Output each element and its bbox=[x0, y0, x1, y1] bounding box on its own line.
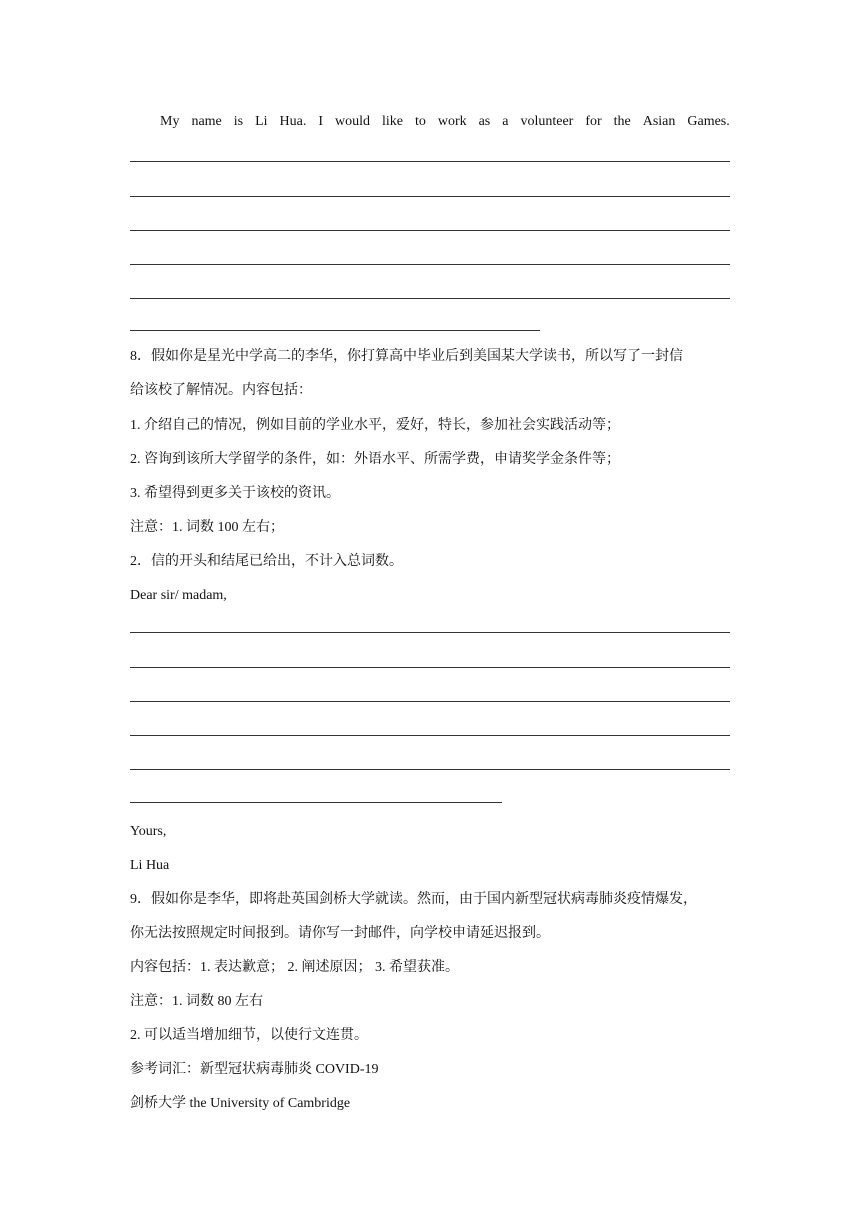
answer-line[interactable] bbox=[130, 161, 730, 162]
q8-note-2: 2．信的开头和结尾已给出，不计入总词数。 bbox=[130, 554, 403, 569]
intro-sentence bbox=[160, 112, 730, 132]
q8-prompt-line-2: 给该校了解情况。内容包括： bbox=[130, 383, 312, 398]
q9-vocab-2: 剑桥大学 the University of Cambridge bbox=[130, 1096, 351, 1111]
intro-word: is bbox=[233, 114, 244, 129]
intro-word: work bbox=[437, 114, 467, 129]
answer-line[interactable] bbox=[130, 298, 730, 299]
answer-line[interactable] bbox=[130, 701, 730, 702]
document-page bbox=[130, 0, 730, 1216]
intro-word: would bbox=[334, 114, 370, 129]
intro-word: the bbox=[613, 114, 631, 129]
q8-note-1: 注意：1. 词数 100 左右； bbox=[130, 520, 284, 535]
intro-word: for bbox=[585, 114, 602, 129]
intro-word: to bbox=[414, 114, 426, 129]
q9-note-2: 2. 可以适当增加细节，以使行文连贯。 bbox=[130, 1028, 368, 1043]
answer-line[interactable] bbox=[130, 632, 730, 633]
q8-greeting: Dear sir/ madam, bbox=[130, 588, 227, 603]
answer-line[interactable] bbox=[130, 802, 502, 803]
intro-word: I bbox=[318, 114, 323, 129]
intro-word: as bbox=[478, 114, 491, 129]
q8-closing: Yours, bbox=[130, 824, 167, 839]
answer-line[interactable] bbox=[130, 196, 730, 197]
q8-signature: Li Hua bbox=[130, 858, 170, 873]
intro-word: name bbox=[191, 114, 222, 129]
q9-prompt-line-2: 你无法按照规定时间报到。请你写一封邮件，向学校申请延迟报到。 bbox=[130, 926, 550, 941]
q9-note-1: 注意：1. 词数 80 左右 bbox=[130, 994, 263, 1009]
intro-word: Games. bbox=[687, 114, 730, 129]
q9-content: 内容包括：1. 表达歉意； 2. 阐述原因； 3. 希望获准。 bbox=[130, 960, 459, 975]
answer-line[interactable] bbox=[130, 264, 730, 265]
answer-line[interactable] bbox=[130, 230, 730, 231]
answer-line[interactable] bbox=[130, 667, 730, 668]
intro-word: volunteer bbox=[520, 114, 574, 129]
q8-prompt-line-1: 8．假如你是星光中学高二的李华，你打算高中毕业后到美国某大学读书，所以写了一封信 bbox=[130, 349, 683, 364]
intro-word: a bbox=[502, 114, 509, 129]
answer-line[interactable] bbox=[130, 330, 540, 331]
answer-line[interactable] bbox=[130, 735, 730, 736]
q8-item-3: 3. 希望得到更多关于该校的资讯。 bbox=[130, 486, 340, 501]
q8-item-1: 1. 介绍自己的情况，例如目前的学业水平，爱好，特长，参加社会实践活动等； bbox=[130, 418, 620, 433]
intro-word: Asian bbox=[642, 114, 676, 129]
intro-word: like bbox=[381, 114, 403, 129]
q9-prompt-line-1: 9．假如你是李华，即将赴英国剑桥大学就读。然而，由于国内新型冠状病毒肺炎疫情爆发， bbox=[130, 892, 697, 907]
intro-word: Hua. bbox=[279, 114, 307, 129]
intro-word: Li bbox=[255, 114, 268, 129]
q9-vocab-1: 参考词汇：新型冠状病毒肺炎 COVID-19 bbox=[130, 1062, 379, 1077]
answer-line[interactable] bbox=[130, 769, 730, 770]
intro-word: My bbox=[160, 114, 180, 129]
q8-item-2: 2. 咨询到该所大学留学的条件，如：外语水平、所需学费，申请奖学金条件等； bbox=[130, 452, 620, 467]
